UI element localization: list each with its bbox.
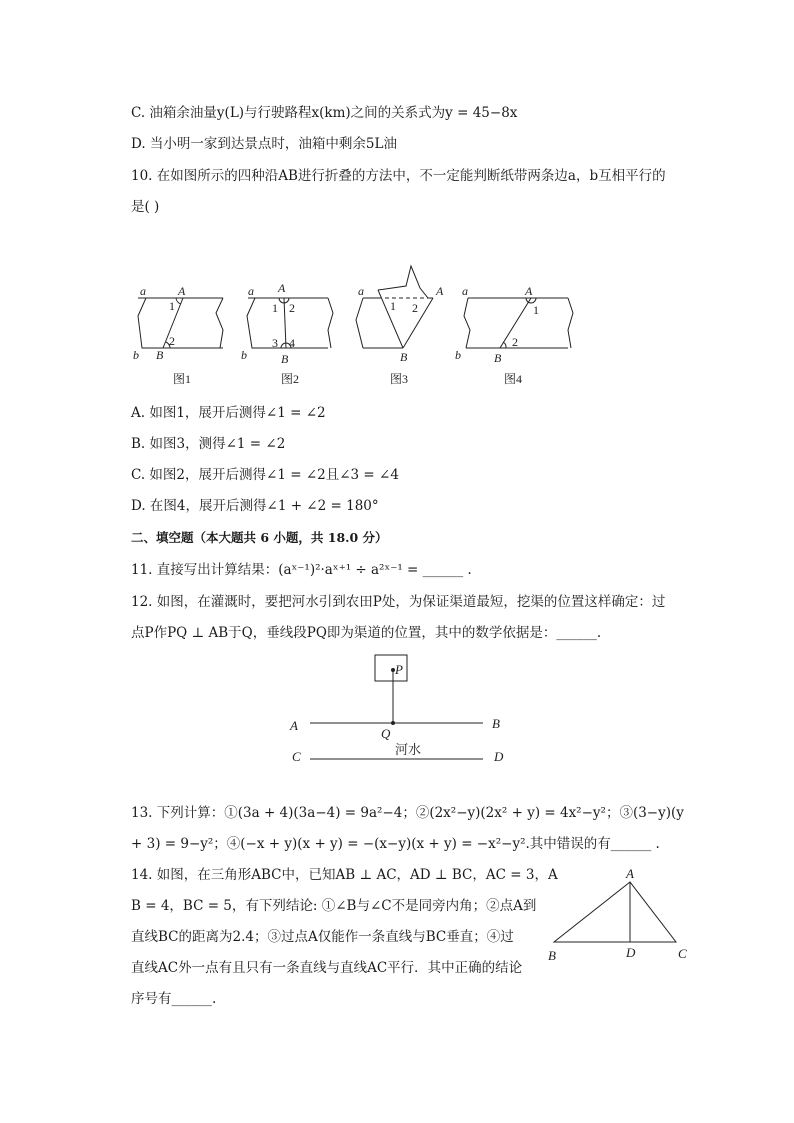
fig3-label-B: B [400,350,408,364]
q10-option-a: A. 如图1，展开后测得∠1 = ∠2 [131,405,326,421]
fig4-label-2: 2 [512,335,518,349]
fig4-label-A: A [525,284,533,298]
fig3-label-2: 2 [412,301,418,315]
label-A: A [290,718,298,733]
q12-line1: 12. 如图，在灌溉时，要把河水引到农田P处，为保证渠道最短，挖渠的位置这样确定：过 [131,594,666,610]
q10-option-b: B. 如图3，测得∠1 = ∠2 [131,436,286,452]
fig3-label-A: A [436,284,444,298]
fig2-label-A: A [278,281,286,295]
triangle-label-D: D [626,945,636,960]
fig1-diagram [138,298,223,348]
q14-line2: B = 4，BC = 5，有下列结论: ①∠B与∠C不是同旁内角；②点A到 [131,898,537,914]
q10-figures [128,258,588,390]
label-D: D [494,749,504,764]
fig1-label-2: 2 [169,334,175,348]
q14-triangle-figure [540,862,700,972]
fig2-label-3: 3 [272,336,278,350]
q9-option-d: D. 当小明一家到达景点时，油箱中剩余5L油 [131,136,397,152]
fig4-label-B: B [494,351,502,365]
q10-option-d: D. 在图4，展开后测得∠1 + ∠2 = 180° [131,498,379,514]
q12-figure [285,650,515,770]
fig1-label-A: A [178,284,186,298]
fig2-label-B: B [281,352,289,366]
fig1-label-a: a [140,284,146,298]
q14-line3: 直线BC的距离为2.4；③过点A仅能作一条直线与BC垂直；④过 [131,929,514,945]
q13-line2: + 3) = 9−y²；④(−x + y)(x + y) = −(x−y)(x + y) = −x²−y².其中错误的有______ . [131,836,660,852]
triangle-label-B: B [548,948,556,963]
fig2-label-a: a [248,284,254,298]
q10-option-c: C. 如图2，展开后测得∠1 = ∠2且∠3 = ∠4 [131,467,399,483]
q10-stem-line2: 是( ) [131,199,160,215]
q14-line4: 直线AC外一点有且只有一条直线与直线AC平行．其中正确的结论 [131,960,523,976]
fig2-label-2: 2 [289,301,295,315]
label-C: C [292,749,301,764]
fig2-caption: 图2 [281,372,300,386]
triangle-label-C: C [678,946,687,961]
label-B: B [492,716,500,731]
fig4-label-1: 1 [533,303,539,317]
q12-line2: 点P作PQ ⊥ AB于Q，垂线段PQ即为渠道的位置，其中的数学依据是：______. [131,625,602,641]
fig2-label-b: b [241,348,247,362]
q9-option-c: C. 油箱余油量y(L)与行驶路程x(km)之间的关系式为y = 45−8x [131,105,518,121]
fig1-label-B: B [156,348,164,362]
fig1-label-b: b [133,348,139,362]
label-P: P [395,662,403,677]
fig3-caption: 图3 [390,372,409,386]
fig4-label-a: a [462,284,468,298]
q14-line1: 14. 如图，在三角形ABC中，已知AB ⊥ AC，AD ⊥ BC，AC = 3，A [131,867,558,883]
fig2-label-4: 4 [289,336,295,350]
label-river: 河水 [395,742,422,757]
fig3-label-a: a [358,284,364,298]
section-title: 二、填空题（本大题共 6 小题，共 18.0 分） [131,530,388,545]
q13-line1: 13. 下列计算：①(3a + 4)(3a−4) = 9a²−4；②(2x²−y)(2x² + y) = 4x²−y²；③(3−y)(y [131,805,684,821]
point-q [391,721,395,725]
q11-text: 11. 直接写出计算结果：(aˣ⁻¹)²·aˣ⁺¹ ÷ a²ˣ⁻¹ = ______ . [131,562,472,578]
fig1-caption: 图1 [173,372,192,386]
triangle-label-A: A [626,866,634,881]
fig4-label-b: b [455,348,461,362]
label-Q: Q [381,726,391,741]
fig4-caption: 图4 [504,372,523,386]
fig1-label-1: 1 [169,299,175,313]
q10-stem-line1: 10. 在如图所示的四种沿AB进行折叠的方法中，不一定能判断纸带两条边a，b互相平行的 [131,168,666,184]
fig2-label-1: 1 [272,301,278,315]
fig3-label-1: 1 [390,299,396,313]
q14-line5: 序号有______. [131,991,217,1007]
fig4-diagram [464,298,573,348]
